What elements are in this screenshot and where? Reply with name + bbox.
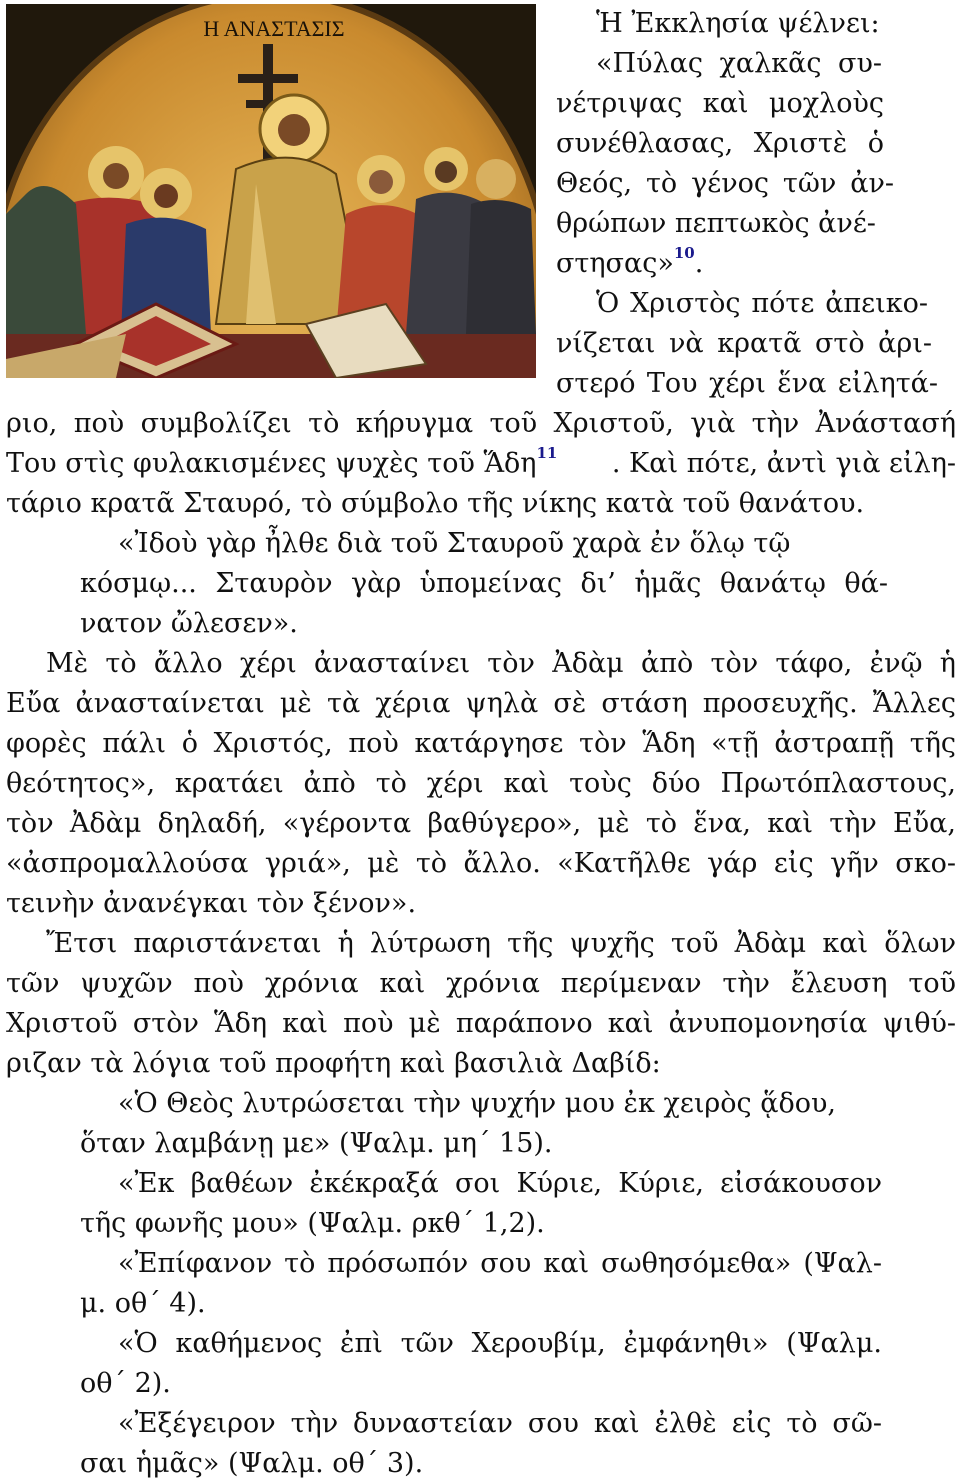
text-fragment: Του στὶς φυλακισμένες ψυχὲς τοῦ Ἅδη xyxy=(6,448,537,479)
psalm-line: οθ΄ 2). xyxy=(80,1368,171,1399)
text-line: νίζεται νὰ κρατᾶ στὸ ἀρι- xyxy=(556,328,932,359)
text-line: τεινὴν ἀνανέγκαι τὸν ξένον». xyxy=(6,888,417,919)
text-fragment: . Καὶ πότε, ἀντὶ γιὰ εἰλη- xyxy=(611,448,956,479)
text-line: τὸν Ἀδὰμ δηλαδή, «γέροντα βαθύγερο», μὲ τὸ ἕνα, καὶ τὴν Εὔα, xyxy=(6,808,956,839)
text-line: ριζαν τὰ λόγια τοῦ προφήτη καὶ βασιλιὰ Δαβίδ: xyxy=(6,1048,661,1079)
footnote-ref-10: 10 xyxy=(673,244,695,262)
quote-line: «Ἰδοὺ γὰρ ἦλθε διὰ τοῦ Σταυροῦ χαρὰ ἐν ὅλῳ τῷ xyxy=(118,528,791,559)
text-line xyxy=(6,444,956,484)
text-fragment xyxy=(6,444,557,484)
text-line: θεότητος», κρατάει ἀπὸ τὸ χέρι καὶ τοὺς δύο Πρωτόπλαστους, xyxy=(6,768,956,799)
psalm-line: «Ἐπίφανον τὸ πρόσωπόν σου καὶ σωθησόμεθα» (Ψαλ- xyxy=(118,1248,882,1279)
psalm-line: «Ὁ Θεὸς λυτρώσεται τὴν ψυχήν μου ἐκ χειρὸς ᾅδου, xyxy=(118,1088,836,1119)
psalm-line: «Ἐξέγειρον τὴν δυναστείαν σου καὶ ἐλθὲ εἰς τὸ σῶ- xyxy=(118,1408,882,1439)
anastasis-icon-image xyxy=(6,4,536,378)
text-line: Χριστοῦ στὸν Ἅδη καὶ ποὺ μὲ παράπονο καὶ ἀνυπομονησία ψιθύ- xyxy=(6,1008,956,1039)
text-fragment: . xyxy=(694,248,704,279)
text-line: Ὁ Χριστὸς πότε ἀπεικο- xyxy=(596,288,928,319)
psalm-line: μ. οθ΄ 4). xyxy=(80,1288,206,1319)
psalm-line: τῆς φωνῆς μου» (Ψαλμ. ρκθ΄ 1,2). xyxy=(80,1208,545,1239)
text-line xyxy=(556,244,956,284)
quote-line: κόσμῳ... Σταυρὸν γὰρ ὑπομείνας δι’ ἡμᾶς θανάτῳ θά- xyxy=(80,568,888,599)
text-line: Ἡ Ἐκκλησία ψέλνει: xyxy=(596,8,880,39)
text-line: ριο, ποὺ συμβολίζει τὸ κήρυγμα τοῦ Χριστοῦ, γιὰ τὴν Ἀνάστασή xyxy=(6,408,956,439)
psalm-line: «Ἐκ βαθέων ἐκέκραξά σοι Κύριε, Κύριε, εἰσάκουσον xyxy=(118,1168,882,1199)
text-line: στερό Του χέρι ἕνα εἰλητά- xyxy=(556,368,938,399)
text-line: συνέθλασας, Χριστὲ ὁ xyxy=(556,128,884,159)
psalm-line: ὅταν λαμβάνῃ με» (Ψαλμ. μη΄ 15). xyxy=(80,1128,553,1159)
text-line: «ἀσπρομαλλούσα γριά», μὲ τὸ ἄλλο. «Κατῆλθε γάρ εἰς γῆν σκο- xyxy=(6,848,956,879)
text-line: φορὲς πάλι ὁ Χριστός, ποὺ κατάργησε τὸν Ἅδη «τῇ ἀστραπῇ τῆς xyxy=(6,728,956,759)
text-line: θρώπων πεπτωκὸς ἀνέ- xyxy=(556,208,876,239)
text-fragment: στησας» xyxy=(556,248,674,279)
text-line: Θεός, τὸ γένος τῶν ἀν- xyxy=(556,168,894,199)
footnote-ref-11: 11 xyxy=(536,444,558,462)
text-line: τῶν ψυχῶν ποὺ χρόνια καὶ χρόνια περίμεναν τὴν ἔλευση τοῦ xyxy=(6,968,956,999)
psalm-line: «Ὁ καθήμενος ἐπὶ τῶν Χερουβίμ, ἐμφάνηθι» (Ψαλμ. xyxy=(118,1328,882,1359)
text-line: Ἔτσι παριστάνεται ἡ λύτρωση τῆς ψυχῆς τοῦ Ἀδὰμ καὶ ὅλων xyxy=(46,928,956,959)
text-line: τάριο κρατᾶ Σταυρό, τὸ σύμβολο τῆς νίκης κατὰ τοῦ θανάτου. xyxy=(6,488,865,519)
text-line: νέτριψας καὶ μοχλοὺς xyxy=(556,88,884,119)
text-line: Μὲ τὸ ἄλλο χέρι ἀνασταίνει τὸν Ἀδὰμ ἀπὸ τὸν τάφο, ἐνῷ ἡ xyxy=(46,648,956,679)
quote-line: νατον ὤλεσεν». xyxy=(80,608,298,639)
icon-caption: Η ΑΝΑΣΤΑΣΙΣ xyxy=(203,16,345,41)
psalm-line: σαι ἡμᾶς» (Ψαλμ. οθ΄ 3). xyxy=(80,1448,424,1479)
resurrection-icon xyxy=(6,4,536,378)
text-line: Εὔα ἀνασταίνεται μὲ τὰ χέρια ψηλὰ σὲ στάση προσευχῆς. Ἄλλες xyxy=(6,688,956,719)
text-line: «Πύλας χαλκᾶς συ- xyxy=(596,48,882,79)
